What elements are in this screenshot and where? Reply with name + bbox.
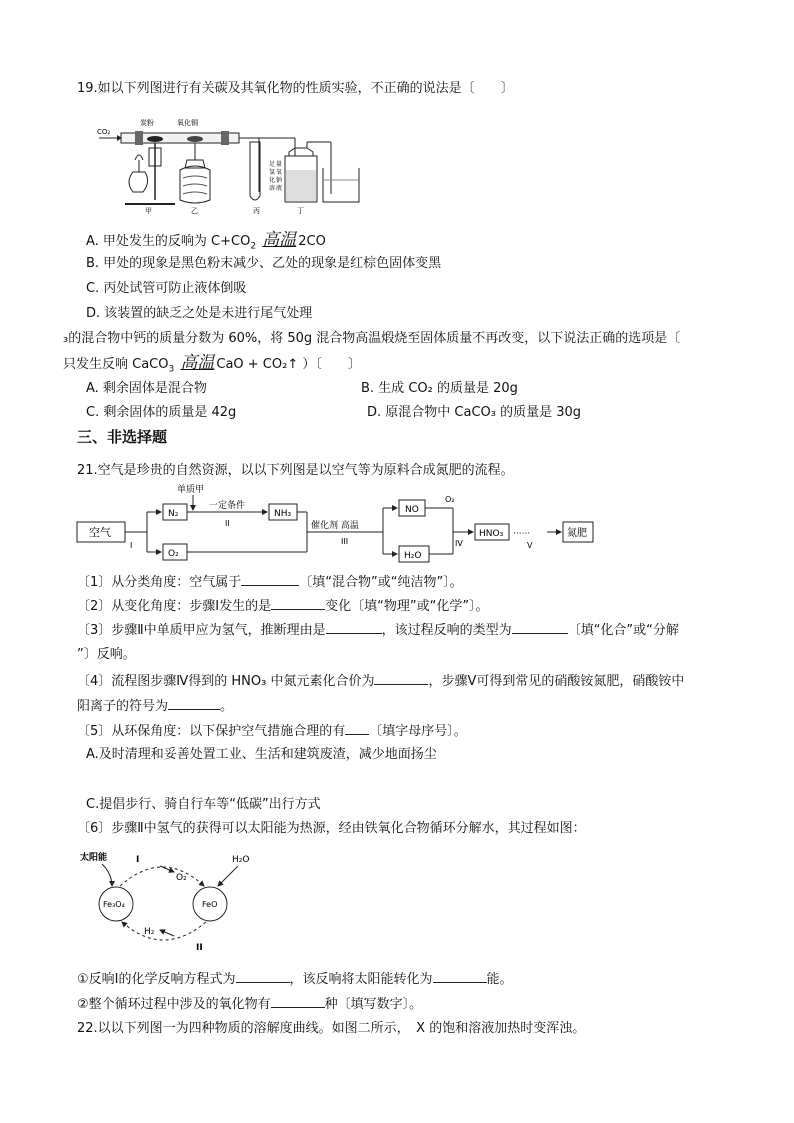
answer-blank[interactable] [512, 621, 568, 634]
q20-option-a: A. 剩余固体是混合物 [86, 381, 207, 396]
svg-text:单质甲: 单质甲 [177, 485, 205, 495]
answer-blank[interactable] [326, 621, 382, 634]
svg-text:乙: 乙 [191, 207, 198, 215]
q22-stem: 22.以以下列图一为四种物质的溶解度曲线。如图二所示， X 的饱和溶液加热时变浑浊。 [77, 1021, 586, 1036]
q21-flow-diagram [75, 482, 595, 570]
answer-blank[interactable] [345, 722, 369, 735]
answer-blank[interactable] [271, 995, 325, 1008]
q20-option-d: D. 原混合物中 CaCO₃ 的质量是 30g [367, 405, 582, 420]
svg-text:氧化铜: 氧化铜 [177, 119, 198, 127]
svg-text:量: 量 [276, 161, 283, 168]
q21-part3: 〔3〕步骤Ⅱ中单质甲应为氢气，推断理由是 ，该过程反响的类型为 〔填“化合”或“分解 [77, 623, 679, 638]
q21-part2: 〔2〕从变化角度：步骤Ⅰ发生的是 变化〔填“物理”或“化学”〕。 [77, 599, 489, 614]
q21-stem: 21.空气是珍贵的自然资源，以以下列图是以空气等为原料合成氮肥的流程。 [77, 463, 514, 478]
q19-option-d: D. 该装置的缺乏之处是未进行尾气处理 [86, 306, 313, 321]
q19-option-a: A. 甲处发生的反响为 $C+CO_2$ 高温 2CO [86, 230, 326, 252]
answer-blank[interactable] [374, 672, 428, 685]
answer-blank[interactable] [271, 597, 325, 610]
answer-blank[interactable] [433, 970, 487, 983]
svg-text:Fe₃O₄: Fe₃O₄ [103, 900, 125, 909]
section-title: 三、非选择题 [77, 428, 168, 446]
svg-text:化: 化 [269, 177, 276, 184]
q21-sub1: ①反响Ⅰ的化学反响方程式为 ，该反响将太阳能转化为 能。 [77, 972, 513, 987]
svg-text:空气: 空气 [89, 526, 111, 539]
svg-text:太阳能: 太阳能 [80, 853, 108, 863]
svg-text:N₂: N₂ [168, 509, 179, 519]
answer-blank[interactable] [236, 970, 290, 983]
svg-text:O₂: O₂ [168, 549, 179, 559]
q21-cycle-diagram [78, 846, 268, 956]
svg-text:O₂: O₂ [445, 495, 455, 504]
q19-stem: 19.如以下列图进行有关碳及其氧化物的性质实验，不正确的说法是〔 〕 [77, 81, 514, 96]
q21-part3-cont: ”〕反响。 [77, 647, 136, 662]
svg-text:溶: 溶 [269, 185, 276, 192]
svg-text:液: 液 [276, 185, 283, 192]
svg-text:NH₃: NH₃ [274, 509, 292, 519]
q20-stem-line1: ₃的混合物中钙的质量分数为 60%，将 50g 混合物高温煅烧至固体质量不再改变，以下说法正确的选项是〔 [63, 331, 681, 346]
q20-option-c: C. 剩余固体的质量是 42g [86, 405, 237, 420]
svg-text:I: I [130, 541, 133, 550]
svg-text:FeO: FeO [202, 900, 218, 909]
svg-text:V: V [527, 541, 533, 550]
svg-text:钠: 钠 [276, 177, 283, 184]
svg-text:CO₂: CO₂ [97, 128, 111, 136]
svg-text:丙: 丙 [253, 207, 260, 215]
svg-text:催化剂 高温: 催化剂 高温 [311, 521, 359, 531]
svg-text:NO: NO [405, 505, 419, 515]
q21-part5-option-c: C.提倡步行、骑自行车等“低碳”出行方式 [86, 797, 321, 812]
q19-apparatus-figure [95, 112, 365, 217]
svg-text:II: II [196, 943, 203, 953]
q21-part6: 〔6〕步骤Ⅱ中氢气的获得可以太阳能为热源，经由铁氧化合物循环分解水，其过程如图： [77, 821, 586, 836]
svg-text:H₂O: H₂O [232, 855, 250, 865]
svg-text:I: I [136, 855, 140, 865]
q19-option-c: C. 丙处试管可防止液体倒吸 [86, 281, 247, 296]
q21-part4-cont: 阳离子的符号为 。 [77, 699, 234, 714]
svg-text:足: 足 [269, 161, 276, 168]
q21-part5-option-a: A.及时清理和妥善处置工业、生活和建筑废渣，减少地面扬尘 [86, 747, 437, 762]
svg-text:炭粉: 炭粉 [140, 119, 154, 127]
svg-text:H₂: H₂ [144, 927, 155, 937]
q20-stem-line2: 只发生反响 CaCO$_3$ 高温 CaO + CO₂↑ ）〔 〕 [63, 353, 361, 375]
svg-text:氢: 氢 [269, 169, 276, 176]
answer-blank[interactable] [241, 573, 299, 586]
svg-text:O₂: O₂ [176, 873, 187, 883]
svg-text:甲: 甲 [145, 207, 152, 215]
svg-text:III: III [341, 537, 349, 546]
svg-text:······: ······ [513, 529, 531, 539]
answer-blank[interactable] [168, 697, 220, 710]
q21-part5: 〔5〕从环保角度：以下保护空气措施合理的有 〔填字母序号〕。 [77, 724, 467, 739]
svg-text:H₂O: H₂O [404, 551, 422, 561]
q20-option-b: B. 生成 CO₂ 的质量是 20g [361, 381, 518, 396]
q21-part4: 〔4〕流程图步骤Ⅳ得到的 HNO₃ 中氮元素化合价为 ，步骤Ⅴ可得到常见的硝酸铵氮肥，硝酸铵中 [77, 674, 685, 689]
q21-sub2: ②整个循环过程中涉及的氧化物有 种〔填写数字〕。 [77, 997, 423, 1012]
svg-text:丁: 丁 [297, 207, 304, 215]
svg-text:HNO₃: HNO₃ [479, 529, 504, 539]
svg-text:一定条件: 一定条件 [209, 501, 246, 511]
svg-text:氧: 氧 [276, 169, 283, 176]
svg-text:氮肥: 氮肥 [567, 528, 587, 539]
q19-option-b: B. 甲处的现象是黑色粉末减少、乙处的现象是红棕色固体变黑 [86, 256, 442, 271]
svg-text:IV: IV [455, 539, 463, 548]
q21-part1: 〔1〕从分类角度：空气属于 〔填“混合物”或“纯洁物”〕。 [77, 575, 463, 590]
svg-text:II: II [225, 519, 230, 528]
